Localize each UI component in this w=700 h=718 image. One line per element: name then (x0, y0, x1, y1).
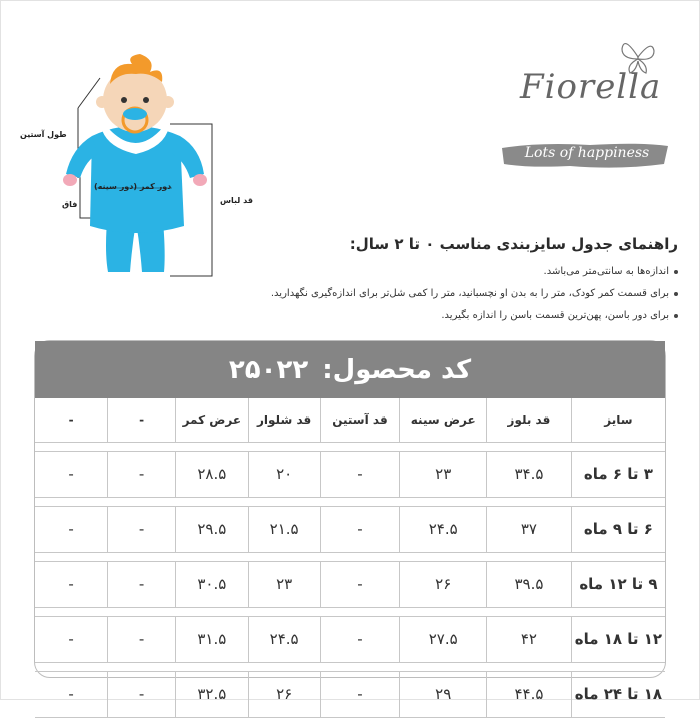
product-code-label: کد محصول: (322, 354, 472, 385)
size-table-card (34, 340, 666, 703)
column-header: عرض کمر (175, 398, 248, 442)
table-row (35, 451, 665, 497)
table-cell: - (108, 671, 176, 717)
column-header: - (108, 398, 176, 442)
table-cell: ۲۳ (400, 451, 487, 497)
size-cell: ۱۸ تا ۲۴ ماه (571, 671, 665, 717)
table-cell: - (108, 561, 176, 607)
size-guide (178, 235, 678, 327)
table-cell: ۳۱.۵ (175, 616, 248, 662)
waist-chest-label: دور کمر (دور سینه) (94, 182, 172, 191)
table-cell: - (35, 561, 108, 607)
product-code-header (35, 341, 665, 398)
garment-length-label: قد لباس (220, 196, 253, 205)
size-cell: ۶ تا ۹ ماه (571, 506, 665, 552)
column-header: قد شلوار (248, 398, 320, 442)
table-cell: ۲۹.۵ (175, 506, 248, 552)
table-cell: - (108, 506, 176, 552)
table-row (35, 671, 665, 717)
table-cell: ۲۴.۵ (400, 506, 487, 552)
table-cell: - (108, 451, 176, 497)
table-cell: ۲۱.۵ (248, 506, 320, 552)
table-cell: - (320, 671, 400, 717)
brand-name: Fiorella (520, 67, 662, 107)
column-header: - (35, 398, 108, 442)
size-cell: ۳ تا ۶ ماه (571, 451, 665, 497)
table-cell: ۳۷ (487, 506, 572, 552)
table-cell: ۳۹.۵ (487, 561, 572, 607)
row-separator (35, 552, 665, 561)
table-cell: ۲۸.۵ (175, 451, 248, 497)
table-cell: ۲۶ (400, 561, 487, 607)
table-cell: - (320, 561, 400, 607)
table-cell: ۴۲ (487, 616, 572, 662)
table-cell: - (320, 616, 400, 662)
brand-logo (490, 35, 680, 185)
crotch-label: فاق (62, 200, 78, 209)
table-cell: - (35, 616, 108, 662)
table-cell: ۴۴.۵ (487, 671, 572, 717)
table-cell: ۲۶ (248, 671, 320, 717)
table-cell: ۲۴.۵ (248, 616, 320, 662)
table-cell: - (35, 451, 108, 497)
table-cell: - (320, 506, 400, 552)
table-cell: - (320, 451, 400, 497)
table-row (35, 561, 665, 607)
table-row (35, 506, 665, 552)
table-cell: - (35, 506, 108, 552)
table-cell: ۲۰ (248, 451, 320, 497)
brand-slogan: Lots of happiness (524, 145, 650, 161)
table-header-row (35, 398, 665, 442)
column-header: قد آستین (320, 398, 400, 442)
size-cell: ۹ تا ۱۲ ماه (571, 561, 665, 607)
guide-list (178, 261, 678, 327)
table-cell: - (108, 616, 176, 662)
guide-item: برای قسمت کمر کودک، متر را به بدن او نچسبانید، متر را کمی شل‌تر برای اندازه‌گیری نگهدارید. (178, 283, 678, 305)
table-cell: ۲۷.۵ (400, 616, 487, 662)
guide-title: راهنمای جدول سایزبندی مناسب ۰ تا ۲ سال: (349, 235, 678, 253)
guide-item: برای دور باسن، پهن‌ترین قسمت باسن را اندازه بگیرید. (178, 305, 678, 327)
table-cell: - (35, 671, 108, 717)
table-row (35, 616, 665, 662)
table-cell: ۳۰.۵ (175, 561, 248, 607)
table-cell: ۳۲.۵ (175, 671, 248, 717)
guide-item: اندازه‌ها به سانتی‌متر می‌باشد. (178, 261, 678, 283)
column-header: عرض سینه (400, 398, 487, 442)
sleeve-length-label: طول آستین (20, 130, 67, 139)
row-separator (35, 442, 665, 451)
row-separator (35, 607, 665, 616)
row-separator (35, 497, 665, 506)
column-header: سایز (571, 398, 665, 442)
size-cell: ۱۲ تا ۱۸ ماه (571, 616, 665, 662)
column-header: قد بلوز (487, 398, 572, 442)
table-cell: ۲۳ (248, 561, 320, 607)
table-cell: ۳۴.۵ (487, 451, 572, 497)
size-table (35, 398, 665, 718)
product-code: ۲۵۰۲۲ (228, 354, 309, 385)
row-separator (35, 662, 665, 671)
table-cell: ۲۹ (400, 671, 487, 717)
